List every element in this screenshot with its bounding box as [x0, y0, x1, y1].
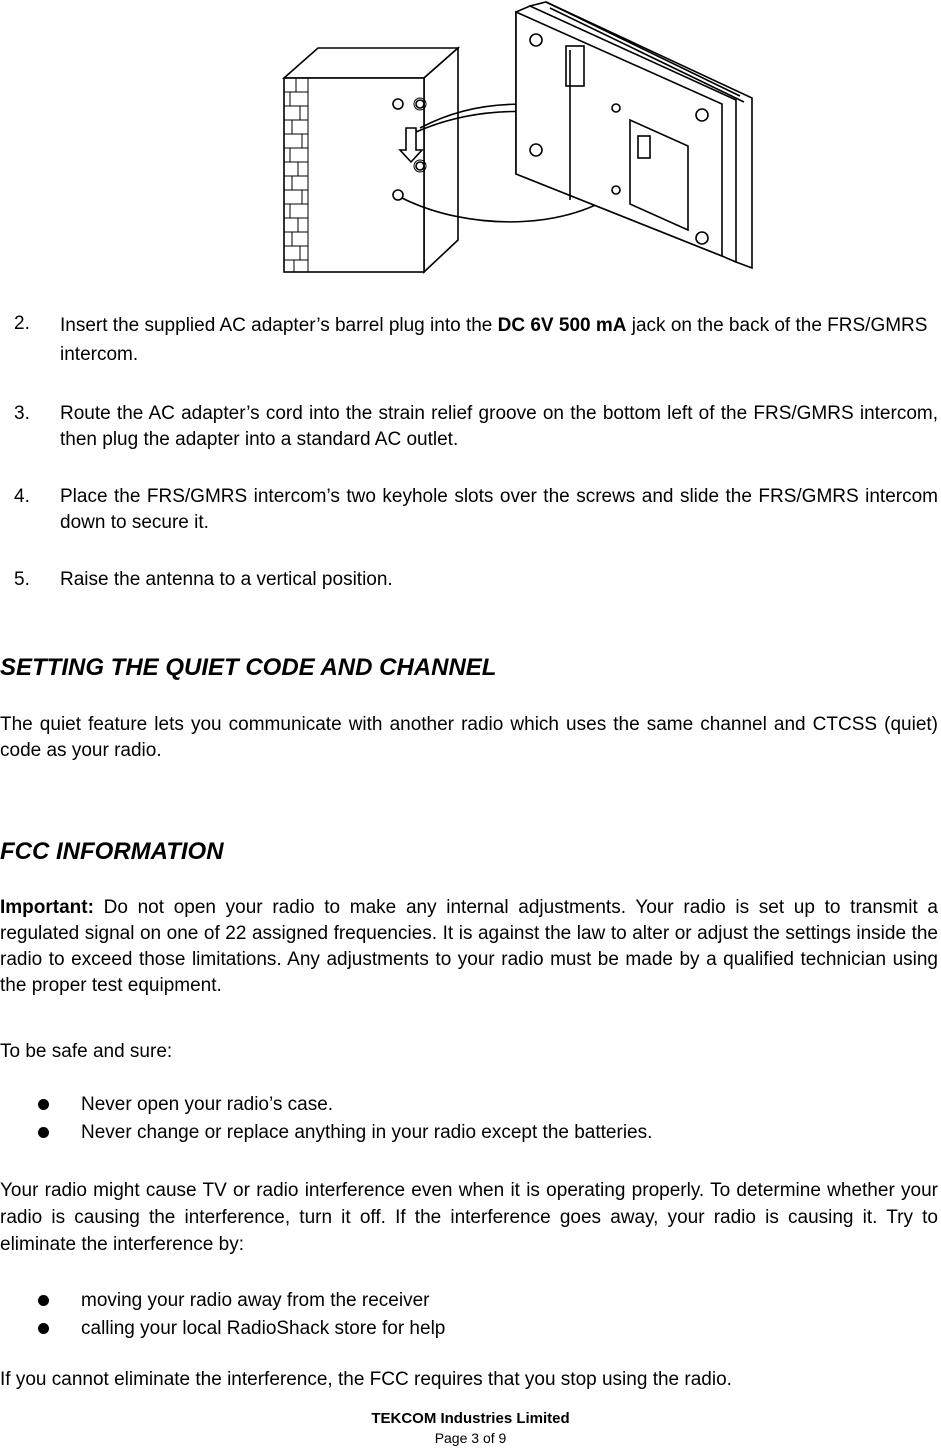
step-3	[14, 401, 938, 461]
step-4	[14, 484, 938, 544]
wall-mount-illustration	[270, 0, 770, 275]
bullet-icon	[38, 1295, 49, 1306]
closing-paragraph: If you cannot eliminate the interference, the FCC requires that you stop using the radio.	[0, 1369, 732, 1390]
step-5	[14, 567, 938, 597]
step-text: Raise the antenna to a vertical position.	[60, 569, 393, 590]
step-text: Place the FRS/GMRS intercom’s two keyhole slots over the screws and slide the FRS/GMRS intercom down to secure it.	[60, 486, 938, 533]
step-2	[14, 311, 938, 371]
important-paragraph: Important: Do not open your radio to make any internal adjustments. Your radio is set up to transmit a regulated signal on one of 22 assigned frequencies. It is against the law to alter or adjust the settings inside the radio to exceed those limitations. Any adjustments to your radio must be made by a qualified technician using the proper test equipment.	[0, 897, 938, 996]
bullet-icon	[38, 1099, 49, 1110]
step-text: Route the AC adapter’s cord into the strain relief groove on the bottom left of the FRS/GMRS intercom, then plug the adapter into a standard AC outlet.	[60, 403, 938, 450]
section-heading-quiet-code: SETTING THE QUIET CODE AND CHANNEL	[0, 654, 497, 681]
safe-intro: To be safe and sure:	[0, 1041, 173, 1062]
footer-company: TEKCOM Industries Limited	[371, 1410, 570, 1427]
bullet-icon	[38, 1127, 49, 1138]
step-number: 5.	[14, 569, 30, 590]
quiet-description: The quiet feature lets you communicate with another radio which uses the same channel and CTCSS (quiet) code as your radio.	[0, 714, 938, 761]
step-number: 2.	[14, 313, 30, 334]
important-label: Important:	[0, 897, 94, 918]
footer-page-number: Page 3 of 9	[434, 1430, 507, 1446]
bullet-icon	[38, 1323, 49, 1334]
step-text: Insert the supplied AC adapter’s barrel plug into the DC 6V 500 mA jack on the back of the FRS/GMRS intercom.	[60, 315, 928, 365]
jack-rating: DC 6V 500 mA	[497, 315, 627, 336]
step-number: 4.	[14, 486, 30, 507]
interference-paragraph: Your radio might cause TV or radio interference even when it is operating properly. To determine whether your radio is causing the interference, turn it off. If the interference goes away, your radio is causing it. Try to eliminate the interference by:	[0, 1180, 938, 1255]
section-heading-fcc: FCC INFORMATION	[0, 838, 224, 865]
step-number: 3.	[14, 403, 30, 424]
